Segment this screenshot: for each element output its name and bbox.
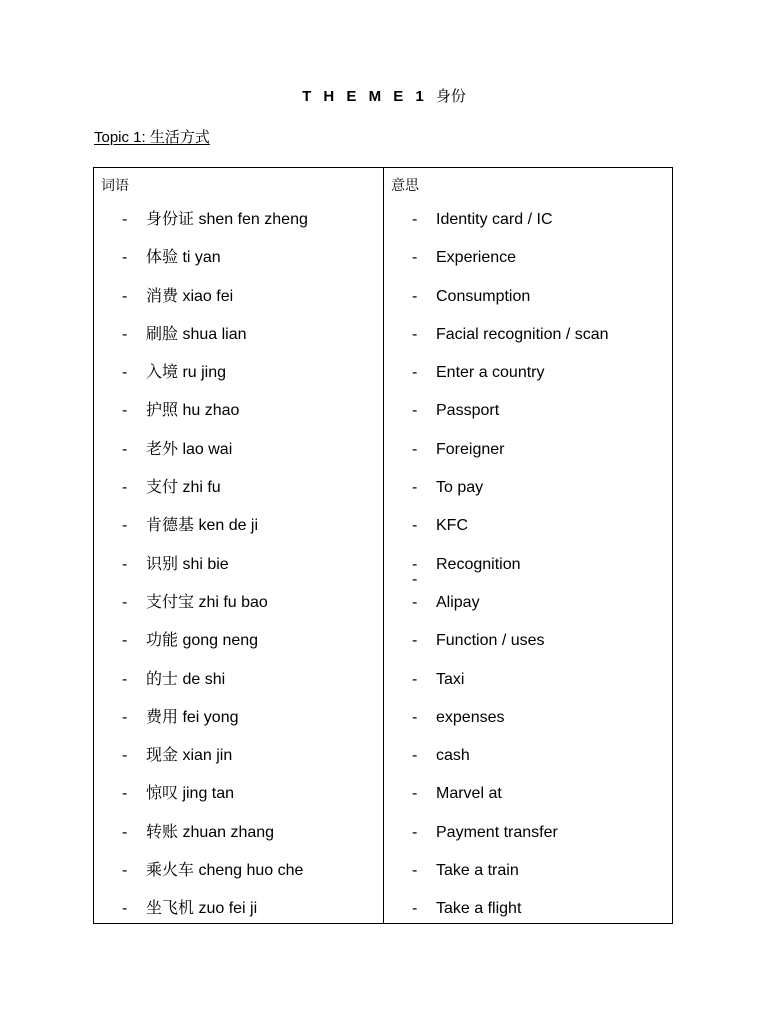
word-row <box>94 704 383 742</box>
meaning-row <box>384 397 672 435</box>
vocabulary-table <box>93 167 673 924</box>
meaning-row <box>384 512 672 550</box>
bullet-dash: - <box>412 670 418 688</box>
bullet-dash: - <box>412 708 418 726</box>
bullet-dash: - <box>412 249 418 267</box>
bullet-dash: - <box>122 862 128 880</box>
meaning-row <box>384 206 672 244</box>
document-title <box>0 85 768 106</box>
vocab-meaning: Function / uses <box>436 632 545 650</box>
word-row <box>94 551 383 589</box>
meaning-row <box>384 283 672 321</box>
meaning-row <box>384 589 672 627</box>
bullet-dash: - <box>122 249 128 267</box>
vocab-word: 刷脸 shua lian <box>146 325 247 343</box>
bullet-dash: - <box>122 325 128 343</box>
word-row <box>94 780 383 818</box>
word-row <box>94 397 383 435</box>
bullet-dash: - <box>122 823 128 841</box>
bullet-dash: - <box>122 364 128 382</box>
meaning-row <box>384 244 672 282</box>
meaning-row <box>384 742 672 780</box>
word-row <box>94 589 383 627</box>
bullet-dash: - <box>122 670 128 688</box>
bullet-dash: - <box>122 479 128 497</box>
vocab-word: 老外 lao wai <box>146 440 233 458</box>
bullet-dash: - <box>412 747 418 765</box>
bullet-dash: - <box>122 440 128 458</box>
meaning-row <box>384 359 672 397</box>
meaning-row <box>384 819 672 857</box>
bullet-dash: - <box>122 517 128 535</box>
vocab-meaning: Identity card / IC <box>436 211 553 228</box>
word-row <box>94 742 383 780</box>
vocab-meaning: Taxi <box>436 670 465 688</box>
words-column <box>94 168 384 923</box>
word-row <box>94 474 383 512</box>
vocab-meaning: Passport <box>436 402 500 420</box>
vocab-word: 体验 ti yan <box>146 249 221 267</box>
bullet-dash: - <box>412 900 418 918</box>
vocab-meaning: expenses <box>436 708 505 726</box>
vocab-word: 肯德基 ken de ji <box>146 517 259 535</box>
bullet-dash: - <box>122 593 128 611</box>
stray-bullet: - <box>412 571 418 588</box>
vocab-meaning: Take a train <box>436 862 519 880</box>
word-row <box>94 244 383 282</box>
bullet-dash: - <box>412 402 418 420</box>
bullet-dash: - <box>122 632 128 650</box>
bullet-dash: - <box>412 593 418 611</box>
bullet-dash: - <box>122 785 128 803</box>
word-row <box>94 436 383 474</box>
meaning-row <box>384 474 672 512</box>
meaning-row <box>384 551 672 589</box>
vocab-word: 功能 gong neng <box>146 632 259 650</box>
vocab-word: 护照 hu zhao <box>146 402 240 420</box>
word-row <box>94 895 383 933</box>
vocab-meaning: cash <box>436 747 470 765</box>
vocab-word: 支付宝 zhi fu bao <box>146 593 268 611</box>
word-row <box>94 283 383 321</box>
bullet-dash: - <box>122 747 128 765</box>
vocab-meaning: To pay <box>436 479 484 497</box>
bullet-dash: - <box>122 287 128 305</box>
title-english: T H E M E 1 <box>302 88 428 105</box>
meaning-row <box>384 436 672 474</box>
bullet-dash: - <box>412 479 418 497</box>
vocab-word: 消费 xiao fei <box>146 287 234 305</box>
vocab-word: 坐飞机 zuo fei ji <box>146 900 258 918</box>
vocab-word: 身份证 shen fen zheng <box>146 211 308 228</box>
bullet-dash: - <box>412 325 418 343</box>
vocab-word: 乘火车 cheng huo che <box>146 862 304 880</box>
word-row <box>94 857 383 895</box>
word-row <box>94 206 383 244</box>
vocab-word: 识别 shi bie <box>146 555 229 573</box>
meaning-column-header: 意思 <box>391 177 419 193</box>
vocab-meaning: Facial recognition / scan <box>436 325 609 343</box>
vocab-word: 入境 ru jing <box>146 364 227 382</box>
meaning-list <box>384 206 672 934</box>
vocab-meaning: Take a flight <box>436 900 522 918</box>
vocab-word: 支付 zhi fu <box>146 479 221 497</box>
vocab-word: 转账 zhuan zhang <box>146 823 275 841</box>
meaning-row <box>384 704 672 742</box>
vocab-meaning: Experience <box>436 249 517 267</box>
vocab-word: 惊叹 jing tan <box>146 785 235 803</box>
meaning-row <box>384 321 672 359</box>
bullet-dash: - <box>412 862 418 880</box>
vocab-meaning: Consumption <box>436 287 531 305</box>
bullet-dash: - <box>412 211 418 228</box>
meaning-row <box>384 857 672 895</box>
vocab-word: 的士 de shi <box>146 670 226 688</box>
vocab-meaning: Alipay <box>436 593 480 611</box>
vocab-word: 费用 fei yong <box>146 708 239 726</box>
meaning-row <box>384 666 672 704</box>
vocab-meaning: Enter a country <box>436 364 545 382</box>
bullet-dash: - <box>122 402 128 420</box>
bullet-dash: - <box>412 364 418 382</box>
word-row <box>94 359 383 397</box>
bullet-dash: - <box>412 785 418 803</box>
bullet-dash: - <box>412 287 418 305</box>
meaning-row <box>384 627 672 665</box>
vocab-meaning: Foreigner <box>436 440 505 458</box>
words-column-header: 词语 <box>101 177 129 193</box>
bullet-dash: - <box>412 440 418 458</box>
word-row <box>94 627 383 665</box>
bullet-dash: - <box>412 555 418 573</box>
topic-heading: Topic 1: 生活方式 <box>94 129 210 146</box>
bullet-dash: - <box>412 823 418 841</box>
vocab-meaning: Marvel at <box>436 785 502 803</box>
word-row <box>94 666 383 704</box>
bullet-dash: - <box>412 517 418 535</box>
word-row <box>94 321 383 359</box>
vocab-word: 现金 xian jin <box>146 747 233 765</box>
bullet-dash: - <box>122 708 128 726</box>
bullet-dash: - <box>122 211 128 228</box>
vocab-meaning: Recognition <box>436 555 521 573</box>
bullet-dash: - <box>122 555 128 573</box>
word-row <box>94 512 383 550</box>
title-chinese: 身份 <box>435 88 466 105</box>
word-row <box>94 819 383 857</box>
meaning-row <box>384 780 672 818</box>
words-list <box>94 206 383 934</box>
vocab-meaning: KFC <box>436 517 468 535</box>
meaning-row <box>384 895 672 933</box>
bullet-dash: - <box>122 900 128 918</box>
vocab-meaning: Payment transfer <box>436 823 558 841</box>
bullet-dash: - <box>412 632 418 650</box>
meaning-column <box>384 168 672 923</box>
